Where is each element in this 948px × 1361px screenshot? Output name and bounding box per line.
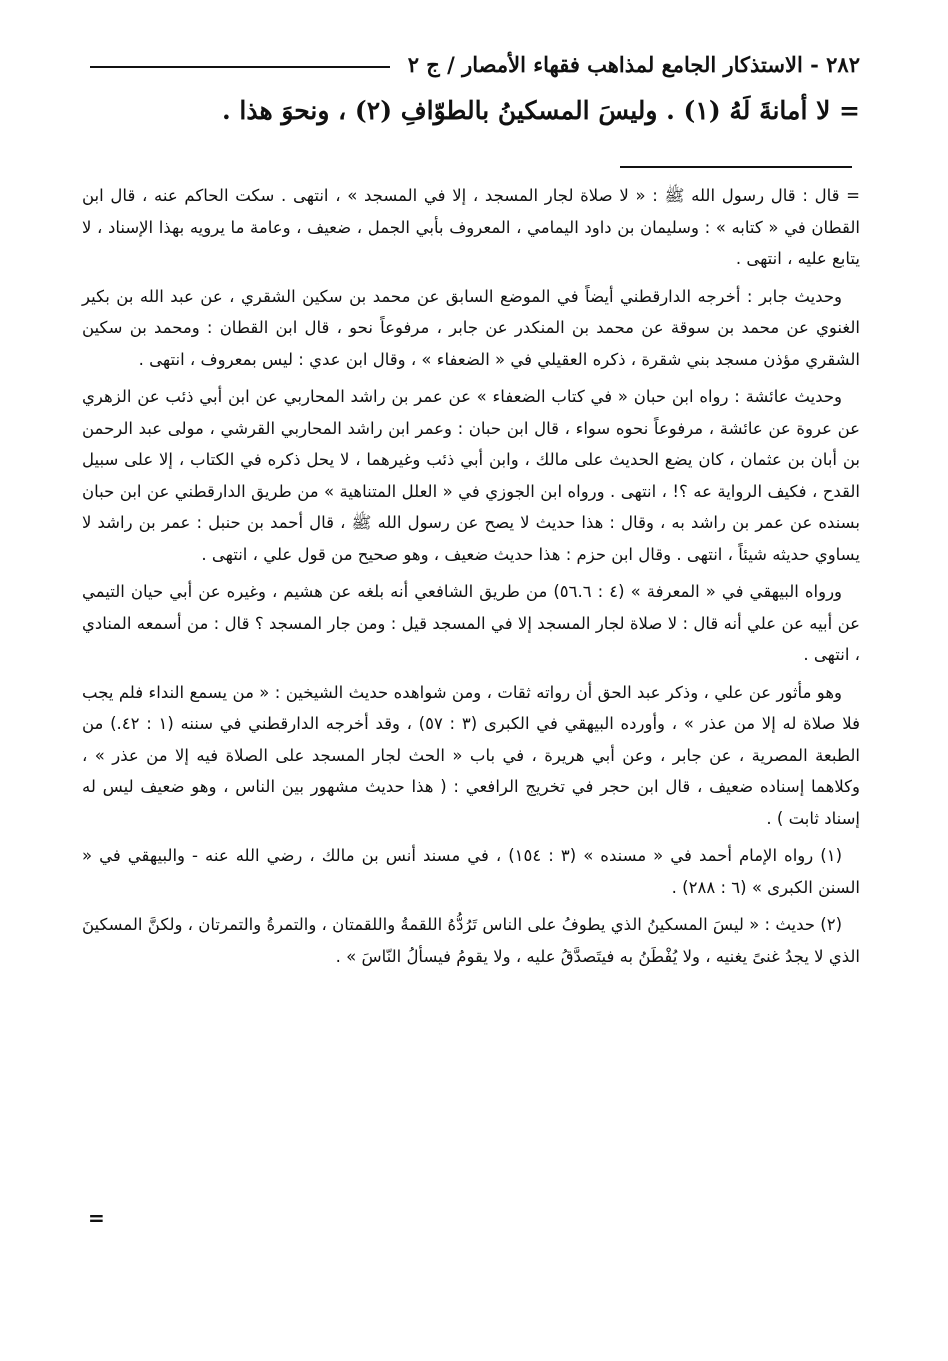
header-rule <box>90 66 390 68</box>
running-header <box>90 44 860 84</box>
footnote-paragraph-bayhaqi: ورواه البيهقي في « المعرفة » (٤ : ٥٦.٦) من طريق الشافعي أنه بلغه عن هشيم ، وغيره عن أبي حيان التيمي عن أبيه عن علي أنه قال : لا صلاة لجار المسجد إلا في المسجد قيل : ومن جار المسجد ؟ قال : من أسمعه المنادي ، انتهى . <box>82 582 860 664</box>
footnote-paragraph-aisha: وحديث عائشة : رواه ابن حبان « في كتاب الضعفاء » عن عمر بن راشد المحاربي عن ابن أبي ذئب عن الزهري عن عروة عن عائشة ، مرفوعاً نحوه سواء ، قال ابن حبان : وعمر ابن راشد المحاربي القرشي ، مولى عبد الرحمن بن أبان بن عثمان ، كان يضع الحديث على مالك ، وابن أبي ذئب وغيرهما ، لا يحل ذكره في الكتاب ، إلا على سبيل القدح ، فكيف الرواية عه ؟! ، انتهى . ورواه ابن الجوزي في « العلل المتناهية » من طريق الدارقطني عن ابن حبان بسنده عن عمر بن راشد به ، وقال : هذا حديث لا يصح عن رسول الله ﷺ ، قال أحمد بن حنبل : عمر بن راشد لا يساوي حديثه شيئاً ، انتهى . وقال ابن حزم : هذا حديث ضعيف ، وهو صحيح من قول علي ، انتهى . <box>82 387 860 564</box>
footnotes-section <box>82 180 860 978</box>
footnote-2: (٢) حديث : « ليسَ المسكينُ الذي يطوفُ على الناس تَرُدُّهُ اللقمةُ واللقمتان ، والتمرةُ والتمرتان ، ولكنَّ المسكينَ الذي لا يجدُ غنىً يغنيه ، ولا يُفْطَنُ به فيتَصدَّقُ عليه ، ولا يقومُ فيسألُ النّاسَ » . <box>82 915 860 966</box>
footnote-paragraph-continued: = قال : قال رسول الله ﷺ : « لا صلاة لجار المسجد ، إلا في المسجد » ، انتهى . سكت الحاكم عنه ، قال ابن القطان في « كتابه » : وسليمان بن داود اليمامي ، المعروف بأبي الجمل ، ضعيف ، وعامة ما يرويه بهذا الإسناد ، لا يتابع عليه ، انتهى . <box>82 186 860 268</box>
continuation-mark: = <box>88 1206 105 1230</box>
footnote-1: (١) رواه الإمام أحمد في « مسنده » (٣ : ١٥٤) ، في مسند أنس بن مالك ، رضي الله عنه - والبيهقي في « السنن الكبرى » (٦ : ٢٨٨) . <box>82 846 860 897</box>
running-head-text: ٢٨٢ - الاستذكار الجامع لمذاهب فقهاء الأمصار / ج ٢ <box>407 51 860 77</box>
footnote-paragraph-jabir: وحديث جابر : أخرجه الدارقطني أيضاً في الموضع السابق عن محمد بن سكين الشقري ، عن عبد الله بن بكير الغنوي عن محمد بن سوقة عن محمد بن المنكدر عن جابر ، مرفوعاً نحو ، قال ابن القطان : ومحمد بن سكين الشقري مؤذن مسجد بني شقرة ، ذكره العقيلي في « الضعفاء » ، وقال ابن عدي : ليس بمعروف ، انتهى . <box>82 286 860 369</box>
footnote-paragraph-ali: وهو مأثور عن علي ، وذكر عبد الحق أن رواته ثقات ، ومن شواهده حديث الشيخين : « من يسمع النداء فلم يجب فلا صلاة له إلا من عذر » ، وأورده البيهقي في الكبرى (٣ : ٥٧) ، وقد أخرجه الدارقطني في سننه (١ : ٤٢.) من الطبعة المصرية ، عن جابر ، وعن أبي هريرة ، في باب « الحث لجار المسجد على الصلاة فيه إلا من عذر » ، وكلاهما إسناده ضعيف ، قال ابن حجر في تخريج الرافعي : ( هذا حديث مشهور بين الناس ، وهو ضعيف ليس له إسناد ثابت ) . <box>82 682 860 828</box>
footnote-separator <box>620 166 852 168</box>
main-text-line: = لا أمانةَ لَهُ (١) . وليسَ المسكينُ بالطوّافِ (٢) ، ونحوَ هذا . <box>222 96 860 125</box>
